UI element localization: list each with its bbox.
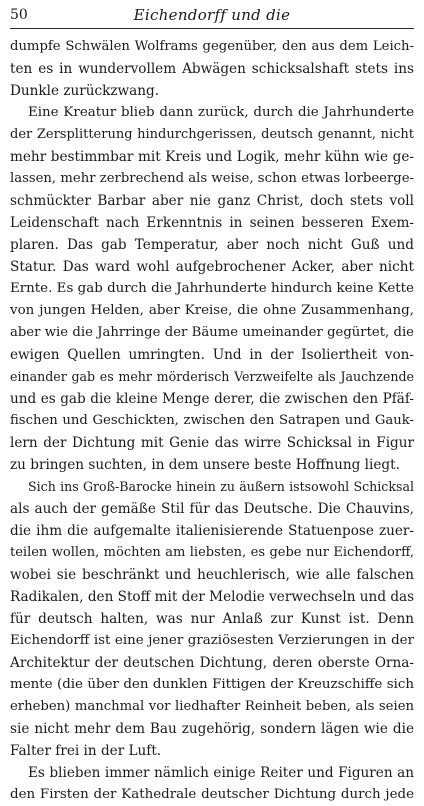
- text-line: Es blieben immer nämlich einige Reiter und Figuren an: [28, 765, 414, 781]
- running-head: Eichendorff und die: [133, 6, 291, 24]
- text-line: wobei sie beschränkt und heuchlerisch, wie alle falschen: [10, 567, 414, 583]
- text-line: mente (die über den dunklen Fittigen der Kreuzschiffe sich: [10, 677, 414, 692]
- text-line: ten es in wundervollem Abwägen schicksalshaft stets ins: [10, 61, 414, 77]
- text-line: den Firsten der Kathedrale deutscher Dichtung durch jede: [10, 787, 414, 802]
- text-line: als auch der gemäße Stil für das Deutsche. Die Chauvins,: [10, 501, 414, 517]
- text-line: plaren. Das gab Temperatur, aber noch nicht Guß und: [10, 237, 414, 253]
- paragraph: [10, 102, 414, 476]
- text-line: sie nicht mehr dem Bau zugehörig, sondern lägen wie die: [10, 721, 414, 737]
- text-line: lern der Dichtung mit Genie das wirre Schicksal in Figur: [10, 435, 414, 451]
- text-line: von jungen Helden, aber Kreise, die ohne Zusammenhang,: [10, 303, 414, 318]
- text-line: Radikalen, den Stoff mit der Melodie verwechseln und das: [10, 589, 414, 605]
- text-line: Falter frei in der Luft.: [10, 743, 162, 759]
- text-line: Ernte. Es gab durch die Jahrhunderte hindurch keine Kette: [10, 281, 414, 296]
- text-line: einander gab es mehr mörderisch Verzweifelte als Jauchzende: [10, 369, 414, 384]
- text-line: dumpfe Schwälen Wolframs gegenüber, den aus dem Leich-: [10, 39, 414, 54]
- page-header: [10, 6, 414, 29]
- text-line: Statur. Das ward wohl aufgebrochener Acker, aber nicht: [10, 259, 414, 275]
- text-line: Eichendorff ist eine jener graziösesten Verzierungen in der: [10, 633, 414, 648]
- text-line: Sich ins Groß-Barocke hinein zu äußern istsowohl Schicksal: [28, 479, 414, 494]
- page-number: 50: [10, 7, 28, 23]
- text-line: teilen wollen, möchten am liebsten, es gebe nur Eichendorff,: [10, 545, 414, 560]
- text-line: Leidenschaft nach Erkenntnis in seinen besseren Exem-: [10, 215, 414, 231]
- text-line: Architektur der deutschen Dichtung, deren oberste Orna-: [10, 655, 414, 671]
- text-line: mehr bestimmbar mit Kreis und Logik, mehr kühn wie ge-: [10, 149, 414, 165]
- text-line: Eine Kreatur blieb dann zurück, durch die Jahrhunderte: [28, 105, 414, 120]
- paragraph: [10, 762, 414, 806]
- text-line: zu bringen suchten, in dem unsere beste Hoffnung liegt.: [10, 457, 400, 473]
- text-line: lassen, mehr zerbrechend als weise, schon etwas lorbeerge-: [10, 171, 414, 186]
- text-line: aber wie die Jahrringe der Bäume umeinander gegürtet, die: [10, 325, 414, 340]
- text-line: für deutsch halten, was nur Anlaß zur Kunst ist. Denn: [10, 611, 414, 627]
- text-line: der Zersplitterung hindurchgerissen, deutsch genannt, nicht: [10, 127, 414, 142]
- body-text: [10, 36, 414, 806]
- text-line: schmückter Barbar aber nie ganz Christ, doch stets voll: [10, 193, 414, 209]
- paragraph: [10, 36, 414, 102]
- text-line: und es gab die kleine Menge derer, die zwischen den Pfäf-: [10, 391, 414, 407]
- text-line: Dunkle zurückzwang.: [10, 83, 160, 99]
- text-line: fischen und Geschickten, zwischen den Satrapen und Gauk-: [10, 413, 414, 428]
- text-line: die ihm die aufgemalte italienisierende Statuenpose zuer-: [10, 523, 414, 539]
- paragraph: [10, 476, 414, 762]
- text-line: erheben) manchmal vor liedhafter Reinheit beben, als seien: [10, 699, 414, 714]
- text-line: ewigen Quellen umringten. Und in der Isoliertheit von-: [10, 347, 414, 363]
